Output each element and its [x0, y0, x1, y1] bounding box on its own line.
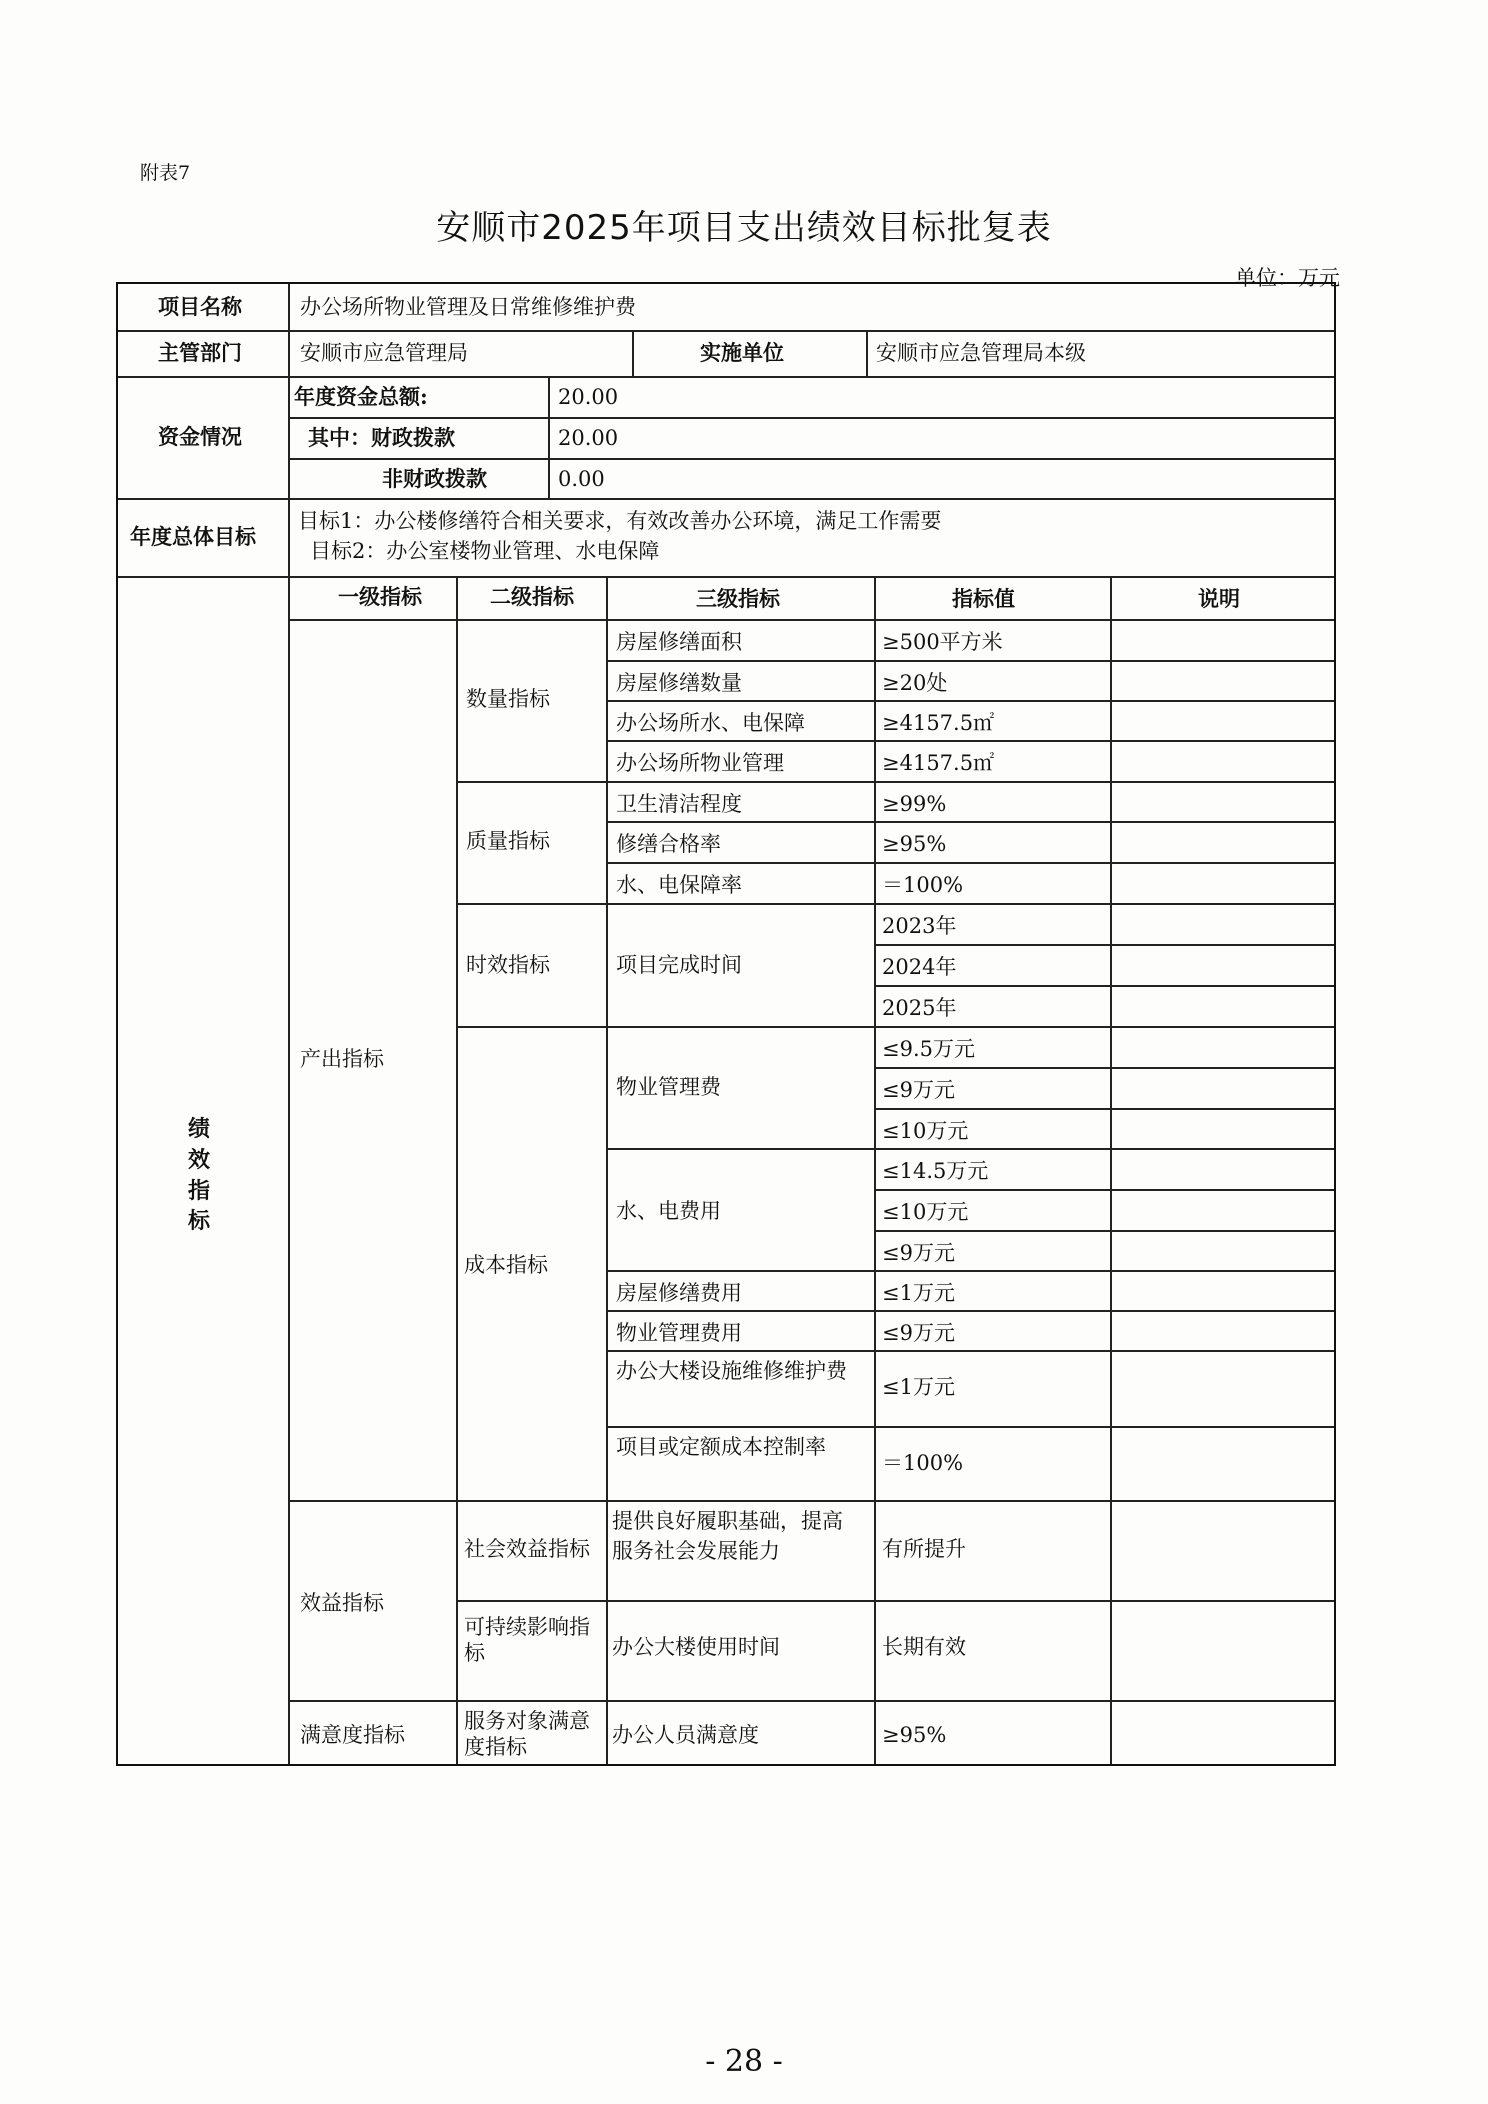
l1-satisfaction: 满意度指标 — [300, 1723, 405, 1747]
goal-line-1: 目标1：办公楼修缮符合相关要求，有效改善办公环境，满足工作需要 — [298, 509, 942, 533]
value-cell: ≤9万元 — [882, 1241, 955, 1265]
col-header-l2: 二级指标 — [490, 584, 574, 609]
funds-total-label: 年度资金总额: — [294, 384, 428, 409]
funds-label: 资金情况 — [158, 424, 242, 449]
dept-value: 安顺市应急管理局 — [300, 341, 468, 365]
value-cell: ＝100% — [882, 1451, 964, 1475]
value-cell: 2024年 — [882, 955, 957, 979]
l3-cell: 水、电费用 — [616, 1199, 721, 1223]
performance-table — [116, 282, 1336, 1766]
value-cell: ≤9万元 — [882, 1321, 955, 1345]
l3-cell: 物业管理费用 — [616, 1321, 742, 1345]
goal-line-2: 目标2：办公室楼物业管理、水电保障 — [310, 539, 660, 563]
value-cell: ≥95% — [882, 1723, 947, 1747]
col-header-l1: 一级指标 — [338, 584, 422, 609]
funds-nonfiscal-value: 0.00 — [558, 467, 605, 491]
l3-cell: 办公大楼使用时间 — [612, 1635, 780, 1659]
value-cell: ≥20处 — [882, 671, 948, 695]
value-cell: ≤9万元 — [882, 1078, 955, 1102]
funds-nonfiscal-label: 非财政拨款 — [382, 466, 487, 491]
annex-label: 附表7 — [140, 162, 191, 184]
value-cell: ≤10万元 — [882, 1119, 969, 1143]
l2-quantity: 数量指标 — [466, 687, 550, 711]
l1-benefit: 效益指标 — [300, 1591, 384, 1615]
l2-cost: 成本指标 — [464, 1253, 548, 1277]
l3-cell: 项目或定额成本控制率 — [616, 1435, 826, 1459]
l3-cell: 物业管理费 — [616, 1075, 721, 1099]
value-cell: ≥99% — [882, 792, 947, 816]
l3-cell: 项目完成时间 — [616, 953, 742, 977]
project-name-label: 项目名称 — [158, 294, 242, 319]
l2-service: 服务对象满意度指标 — [464, 1709, 590, 1760]
funds-fiscal-label: 其中：财政拨款 — [308, 425, 455, 450]
col-header-note: 说明 — [1198, 586, 1240, 611]
value-cell: ≥95% — [882, 832, 947, 856]
impl-value: 安顺市应急管理局本级 — [876, 341, 1086, 365]
value-cell: 2023年 — [882, 914, 957, 938]
col-header-value: 指标值 — [952, 586, 1015, 611]
value-cell: ≤1万元 — [882, 1281, 955, 1305]
value-cell: ≤1万元 — [882, 1375, 955, 1399]
l3-cell: 办公大楼设施维修维护费 — [616, 1359, 847, 1383]
value-cell: ＝100% — [882, 873, 964, 897]
l2-quality: 质量指标 — [466, 829, 550, 853]
dept-label: 主管部门 — [158, 340, 242, 365]
value-cell: ≤14.5万元 — [882, 1159, 989, 1183]
value-cell: ≤9.5万元 — [882, 1037, 975, 1061]
page-title: 安顺市2025年项目支出绩效目标批复表 — [436, 208, 1052, 248]
value-cell: ≥4157.5㎡ — [882, 711, 995, 735]
perf-label: 绩 效 指 标 — [187, 1116, 210, 1235]
l3-cell: 修缮合格率 — [616, 832, 721, 856]
l2-time: 时效指标 — [466, 953, 550, 977]
l3-cell: 房屋修缮费用 — [616, 1281, 742, 1305]
unit-label: 单位：万元 — [1235, 266, 1340, 290]
l3-cell: 水、电保障率 — [616, 873, 742, 897]
l1-output: 产出指标 — [300, 1047, 384, 1071]
l3-cell: 办公场所水、电保障 — [616, 711, 805, 735]
funds-fiscal-value: 20.00 — [558, 426, 619, 450]
l2-social: 社会效益指标 — [464, 1537, 590, 1561]
l3-cell: 办公人员满意度 — [612, 1723, 759, 1747]
l3-cell: 房屋修缮数量 — [616, 671, 742, 695]
l2-sustain: 可持续影响指标 — [464, 1615, 590, 1666]
l3-cell: 提供良好履职基础，提高服务社会发展能力 — [612, 1509, 843, 1564]
l3-cell: 办公场所物业管理 — [616, 751, 784, 775]
value-cell: 长期有效 — [882, 1635, 966, 1659]
l3-cell: 卫生清洁程度 — [616, 792, 742, 816]
goal-label: 年度总体目标 — [130, 524, 256, 549]
value-cell: 有所提升 — [882, 1537, 966, 1561]
page-number: - 28 - — [705, 2044, 783, 2079]
value-cell: ≥4157.5㎡ — [882, 751, 995, 775]
impl-label: 实施单位 — [700, 340, 784, 365]
value-cell: ≤10万元 — [882, 1200, 969, 1224]
l3-cell: 房屋修缮面积 — [616, 630, 742, 654]
value-cell: ≥500平方米 — [882, 630, 1003, 654]
funds-total-value: 20.00 — [558, 385, 619, 409]
project-name-value: 办公场所物业管理及日常维修维护费 — [300, 295, 636, 319]
value-cell: 2025年 — [882, 996, 957, 1020]
col-header-l3: 三级指标 — [696, 586, 780, 611]
